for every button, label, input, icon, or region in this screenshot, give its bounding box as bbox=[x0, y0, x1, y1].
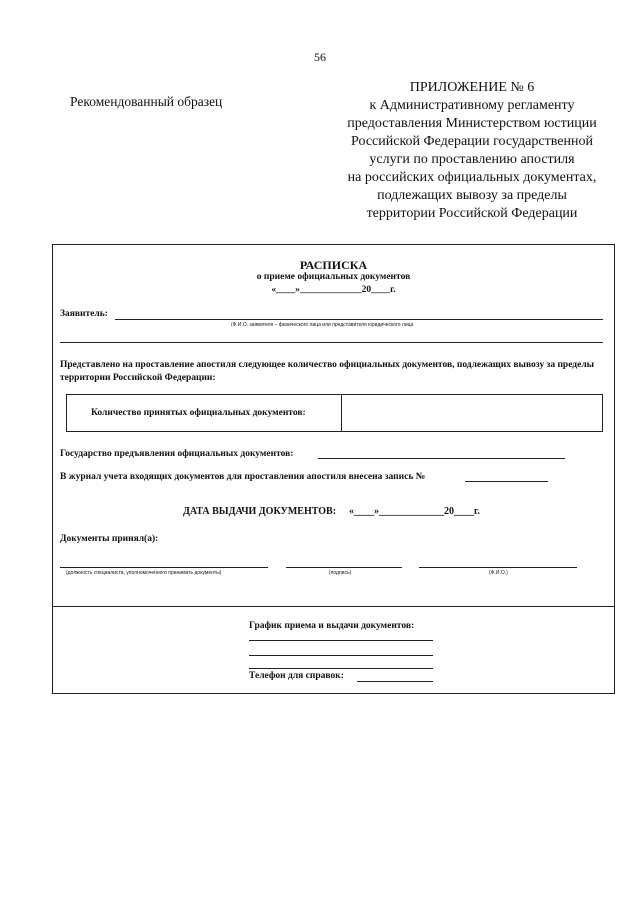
page-number: 56 bbox=[314, 50, 326, 64]
applicant-label: Заявитель: bbox=[60, 309, 108, 319]
issue-date-label: ДАТА ВЫДАЧИ ДОКУМЕНТОВ: bbox=[183, 506, 337, 517]
appendix-line: на российских официальных документах, bbox=[347, 170, 597, 185]
signature-field[interactable] bbox=[286, 567, 402, 568]
accepted-by-label: Документы принял(а): bbox=[60, 534, 159, 544]
appendix-line: услуги по проставлению апостиля bbox=[369, 152, 575, 167]
recommended-sample-label: Рекомендованный образец bbox=[70, 94, 223, 109]
receipt-form bbox=[52, 244, 615, 694]
signature-caption: (подпись) bbox=[329, 570, 352, 576]
quantity-label: Количество принятых официальных документов: bbox=[91, 408, 306, 418]
phone-label: Телефон для справок: bbox=[249, 671, 344, 681]
applicant-caption: (Ф.И.О. заявителя – физического лица или представителя юридического лица bbox=[231, 322, 414, 328]
state-label: Государство предъявления официальных документов: bbox=[60, 449, 294, 459]
state-field[interactable] bbox=[318, 458, 565, 459]
journal-label: В журнал учета входящих документов для проставления апостиля внесена запись № bbox=[60, 472, 426, 482]
issue-date-blank[interactable]: «____»_____________20____г. bbox=[349, 506, 480, 517]
appendix-line: к Административному регламенту bbox=[369, 98, 575, 113]
appendix-line: территории Российской Федерации bbox=[366, 206, 578, 221]
quantity-table bbox=[66, 394, 603, 432]
quantity-divider bbox=[341, 395, 342, 431]
journal-number-field[interactable] bbox=[465, 481, 548, 482]
applicant-field-continued[interactable] bbox=[60, 342, 603, 343]
phone-field[interactable] bbox=[357, 681, 433, 682]
position-caption: (должность специалиста, уполномоченного принимать документы) bbox=[66, 570, 222, 576]
receipt-title: РАСПИСКА bbox=[299, 258, 368, 272]
appendix-heading bbox=[330, 79, 614, 223]
appendix-line: предоставления Министерством юстиции bbox=[347, 116, 597, 131]
appendix-line: подлежащих вывозу за пределы bbox=[377, 188, 567, 203]
schedule-line[interactable] bbox=[249, 640, 433, 641]
form-section-divider bbox=[53, 606, 614, 607]
receipt-date-blank[interactable]: «____»_____________20____г. bbox=[271, 285, 396, 295]
appendix-line: Российской Федерации государственной bbox=[351, 134, 593, 149]
schedule-line[interactable] bbox=[249, 668, 433, 669]
schedule-line[interactable] bbox=[249, 655, 433, 656]
receipt-subtitle: о приеме официальных документов bbox=[256, 272, 411, 282]
full-name-field[interactable] bbox=[419, 567, 577, 568]
position-field[interactable] bbox=[60, 567, 268, 568]
schedule-label: График приема и выдачи документов: bbox=[249, 621, 415, 631]
full-name-caption: (Ф.И.О.) bbox=[489, 570, 508, 576]
applicant-field[interactable] bbox=[115, 319, 603, 320]
appendix-line: ПРИЛОЖЕНИЕ № 6 bbox=[409, 80, 535, 95]
presented-text: Представлено на проставление апостиля следующее количество официальных документов, подлежащих вывозу за пределы территории Российской Федерации: bbox=[60, 360, 595, 383]
